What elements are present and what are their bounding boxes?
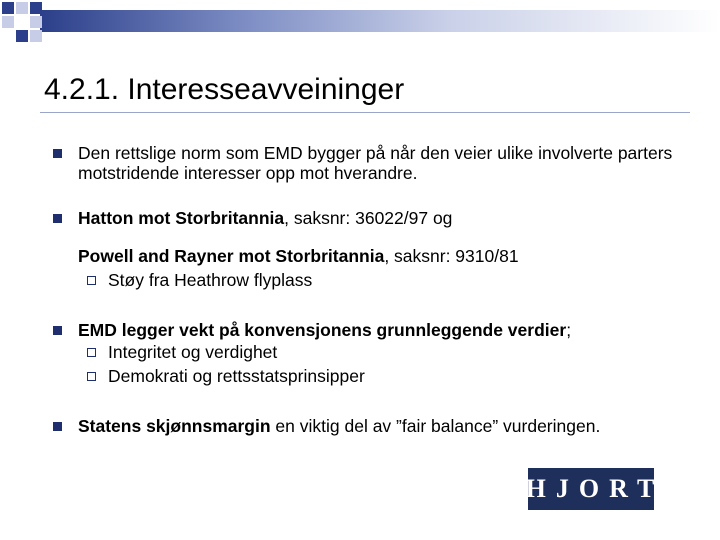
bullet-square-icon [53, 422, 62, 431]
deco-square [2, 2, 14, 14]
bullet-text [78, 416, 688, 436]
deco-square [2, 16, 14, 28]
logo-text: HJORT [525, 474, 665, 503]
deco-square [30, 16, 42, 28]
deco-square [30, 30, 42, 42]
sub-item: Demokrati og rettsstatsprinsipper [108, 366, 365, 386]
plain-phrase: ; [566, 320, 572, 340]
bullet-text-continued [78, 246, 688, 266]
bullet-square-icon [53, 149, 62, 158]
case-number: , saksnr: 36022/97 og [284, 208, 453, 228]
deco-square [30, 2, 42, 14]
deco-square [16, 2, 28, 14]
slide-title: 4.2.1. Interesseavveininger [44, 73, 405, 106]
bold-phrase: EMD legger vekt på konvensjonens grunnleggende verdier [78, 320, 567, 340]
bullet-square-icon [53, 214, 62, 223]
bullet-text [78, 208, 688, 228]
bullet-square-icon [53, 326, 62, 335]
bullet-text: Den rettslige norm som EMD bygger på når den veier ulike involverte parters motstridende interesser opp mot hverandre. [78, 143, 673, 183]
sub-bullet-icon [87, 372, 96, 381]
plain-phrase: en viktig del av ”fair balance” vurderingen. [270, 416, 601, 436]
bold-phrase: Statens skjønnsmargin [78, 416, 271, 436]
title-divider [40, 112, 690, 113]
case-number: , saksnr: 9310/81 [384, 246, 519, 266]
bullet-text [78, 320, 688, 340]
deco-square [16, 30, 28, 42]
sub-item: Integritet og verdighet [108, 342, 278, 362]
sub-bullet-icon [87, 348, 96, 357]
header-decoration [0, 0, 720, 48]
sub-item: Støy fra Heathrow flyplass [108, 270, 313, 290]
hjort-logo [525, 468, 665, 510]
sub-bullet-icon [87, 276, 96, 285]
case-name: Powell and Rayner mot Storbritannia [78, 246, 385, 266]
deco-square [16, 16, 28, 28]
header-gradient-bar [40, 10, 720, 32]
case-name: Hatton mot Storbritannia [78, 208, 285, 228]
